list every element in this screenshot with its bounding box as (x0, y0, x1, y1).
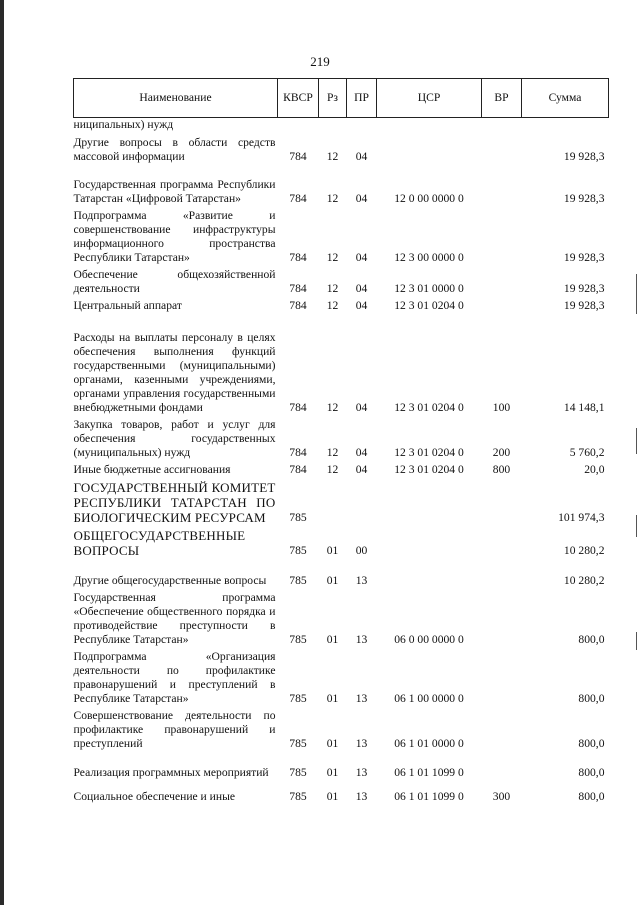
cell-kvsr: 784 (289, 192, 307, 205)
cell-csr (377, 528, 482, 561)
cell-name: Социальное обеспечение и иные (73, 790, 236, 803)
cell-kvsr: 784 (289, 282, 307, 295)
cell-vr (482, 709, 522, 754)
cell-csr: 06 1 01 1099 0 (394, 790, 464, 803)
cell-kvsr: 785 (289, 692, 307, 705)
cell-pr: 13 (355, 766, 368, 779)
table-row (74, 783, 609, 807)
table-row (74, 709, 609, 754)
cell-csr: 12 3 01 0204 0 (394, 446, 464, 459)
table-row (74, 561, 609, 591)
table-body (74, 118, 609, 808)
cell-sum: 5 760,2 (569, 446, 605, 459)
cell-vr (482, 167, 522, 209)
cell-rz: 12 (326, 463, 339, 476)
cell-kvsr (278, 118, 319, 136)
scan-mark (636, 428, 637, 454)
cell-csr: 06 1 00 0000 0 (394, 692, 464, 705)
cell-sum: 800,0 (578, 692, 605, 705)
table-header-row (74, 79, 609, 118)
column-header-pr: ПР (347, 79, 377, 118)
cell-sum: 10 280,2 (563, 544, 605, 557)
cell-rz: 12 (326, 446, 339, 459)
table-row (74, 118, 609, 136)
cell-vr (482, 528, 522, 561)
cell-vr (482, 209, 522, 268)
cell-rz: 01 (326, 790, 339, 803)
cell-vr (482, 754, 522, 783)
cell-csr: 06 1 01 1099 0 (394, 766, 464, 779)
cell-vr (482, 299, 522, 316)
cell-name: ГОСУДАРСТВЕННЫЙ КОМИТЕТ РЕСПУБЛИКИ ТАТАРСТАН ПО БИОЛОГИЧЕСКИМ РЕСУРСАМ (73, 480, 276, 525)
cell-csr: 12 3 00 0000 0 (394, 251, 464, 264)
cell-sum: 19 928,3 (563, 299, 605, 312)
cell-sum: 14 148,1 (563, 401, 605, 414)
column-header-csr: ЦСР (377, 79, 482, 118)
cell-kvsr: 784 (289, 299, 307, 312)
cell-csr (377, 135, 482, 167)
cell-name: Подпрограмма «Организация деятельности по профилактике правонарушений и преступлений в Республике Татарстан» (73, 650, 276, 705)
table-row (74, 209, 609, 268)
cell-name: Обеспечение общехозяйственной деятельности (73, 268, 276, 295)
cell-rz: 12 (326, 251, 339, 264)
cell-sum: 19 928,3 (563, 251, 605, 264)
table-row (74, 167, 609, 209)
cell-name: Подпрограмма «Развитие и совершенствование инфраструктуры информационного пространства Республики Татарстан» (73, 209, 276, 264)
page-number: 219 (310, 54, 330, 69)
cell-vr (482, 118, 522, 136)
cell-sum: 19 928,3 (563, 192, 605, 205)
cell-sum: 20,0 (584, 463, 605, 476)
cell-csr (377, 118, 482, 136)
cell-csr (377, 480, 482, 528)
column-header-kvsr: КВСР (278, 79, 319, 118)
cell-kvsr: 785 (289, 574, 307, 587)
cell-vr (482, 135, 522, 167)
cell-pr: 04 (355, 251, 368, 264)
cell-kvsr: 785 (289, 737, 307, 750)
table-row (74, 299, 609, 316)
cell-pr: 13 (355, 692, 368, 705)
cell-vr (482, 268, 522, 299)
table-row (74, 463, 609, 480)
table-row (74, 418, 609, 463)
cell-sum: 19 928,3 (563, 282, 605, 295)
cell-sum: 101 974,3 (558, 511, 605, 524)
cell-rz (319, 118, 347, 136)
cell-pr: 04 (355, 446, 368, 459)
cell-name: Иные бюджетные ассигнования (73, 463, 231, 476)
scan-mark (636, 515, 637, 537)
cell-csr: 06 1 01 0000 0 (394, 737, 464, 750)
cell-name: ОБЩЕГОСУДАРСТВЕННЫЕ ВОПРОСЫ (73, 528, 246, 558)
table-row (74, 268, 609, 299)
cell-vr: 800 (492, 463, 511, 476)
cell-kvsr: 785 (289, 511, 307, 524)
cell-kvsr: 785 (289, 766, 307, 779)
budget-table (73, 78, 609, 807)
cell-vr (482, 561, 522, 591)
cell-pr: 04 (355, 299, 368, 312)
cell-name: Государственная программа «Обеспечение общественного порядка и противодействие преступности в Республике Татарстан» (73, 591, 276, 646)
cell-pr: 00 (355, 544, 368, 557)
cell-rz: 01 (326, 766, 339, 779)
table-row (74, 754, 609, 783)
cell-csr: 12 3 01 0000 0 (394, 282, 464, 295)
cell-vr (482, 480, 522, 528)
cell-csr (377, 561, 482, 591)
cell-vr: 300 (492, 790, 511, 803)
cell-pr: 04 (355, 282, 368, 295)
cell-rz: 12 (326, 299, 339, 312)
scan-mark (636, 632, 637, 650)
cell-csr: 12 3 01 0204 0 (394, 401, 464, 414)
cell-rz: 12 (326, 401, 339, 414)
cell-kvsr: 785 (289, 790, 307, 803)
cell-pr: 13 (355, 737, 368, 750)
cell-name: Центральный аппарат (73, 299, 182, 312)
cell-name: Расходы на выплаты персоналу в целях обеспечения выполнения функций государственными (муниципальными) органами, казенными учреждениями, органами управления государственными внебюджетными фондами (73, 331, 276, 414)
table-row (74, 591, 609, 650)
cell-rz: 01 (326, 574, 339, 587)
cell-name: Реализация программных мероприятий (73, 766, 269, 779)
cell-pr: 04 (355, 463, 368, 476)
cell-name: ниципальных) нужд (73, 118, 174, 131)
cell-csr: 12 0 00 0000 0 (394, 192, 464, 205)
cell-name: Другие вопросы в области средств массовой информации (73, 136, 276, 163)
cell-rz: 12 (326, 150, 339, 163)
cell-sum: 19 928,3 (563, 150, 605, 163)
cell-pr: 04 (355, 192, 368, 205)
cell-rz (319, 480, 347, 528)
cell-vr: 100 (492, 401, 511, 414)
cell-name: Другие общегосударственные вопросы (73, 574, 267, 587)
cell-csr: 12 3 01 0204 0 (394, 299, 464, 312)
table-row (74, 528, 609, 561)
cell-rz: 01 (326, 544, 339, 557)
scan-mark (636, 274, 637, 314)
cell-kvsr: 784 (289, 150, 307, 163)
cell-kvsr: 784 (289, 251, 307, 264)
cell-pr: 04 (355, 401, 368, 414)
cell-pr: 13 (355, 574, 368, 587)
cell-kvsr: 785 (289, 544, 307, 557)
cell-pr (347, 480, 377, 528)
cell-rz: 12 (326, 192, 339, 205)
cell-pr (347, 118, 377, 136)
cell-pr: 13 (355, 633, 368, 646)
table-row (74, 316, 609, 418)
cell-rz: 01 (326, 737, 339, 750)
cell-sum: 800,0 (578, 737, 605, 750)
cell-kvsr: 784 (289, 446, 307, 459)
cell-name: Совершенствование деятельности по профилактике правонарушений и преступлений (73, 709, 276, 750)
cell-rz: 01 (326, 633, 339, 646)
cell-rz: 01 (326, 692, 339, 705)
cell-sum: 800,0 (578, 790, 605, 803)
cell-sum: 800,0 (578, 633, 605, 646)
cell-vr: 200 (492, 446, 511, 459)
cell-name: Государственная программа Республики Татарстан «Цифровой Татарстан» (73, 178, 276, 205)
cell-rz: 12 (326, 282, 339, 295)
table-row (74, 480, 609, 528)
cell-name: Закупка товаров, работ и услуг для обеспечения государственных (муниципальных) нужд (73, 418, 276, 459)
column-header-rz: Рз (319, 79, 347, 118)
scan-edge-line (0, 0, 4, 905)
cell-vr (482, 591, 522, 650)
column-header-name: Наименование (74, 79, 278, 118)
cell-sum (522, 118, 609, 136)
column-header-vr: ВР (482, 79, 522, 118)
cell-csr: 12 3 01 0204 0 (394, 463, 464, 476)
cell-kvsr: 785 (289, 633, 307, 646)
cell-pr: 13 (355, 790, 368, 803)
cell-vr (482, 650, 522, 709)
cell-kvsr: 784 (289, 401, 307, 414)
cell-pr: 04 (355, 150, 368, 163)
column-header-sum: Сумма (522, 79, 609, 118)
cell-csr: 06 0 00 0000 0 (394, 633, 464, 646)
table-row (74, 650, 609, 709)
cell-sum: 10 280,2 (563, 574, 605, 587)
table-row (74, 135, 609, 167)
cell-kvsr: 784 (289, 463, 307, 476)
cell-sum: 800,0 (578, 766, 605, 779)
